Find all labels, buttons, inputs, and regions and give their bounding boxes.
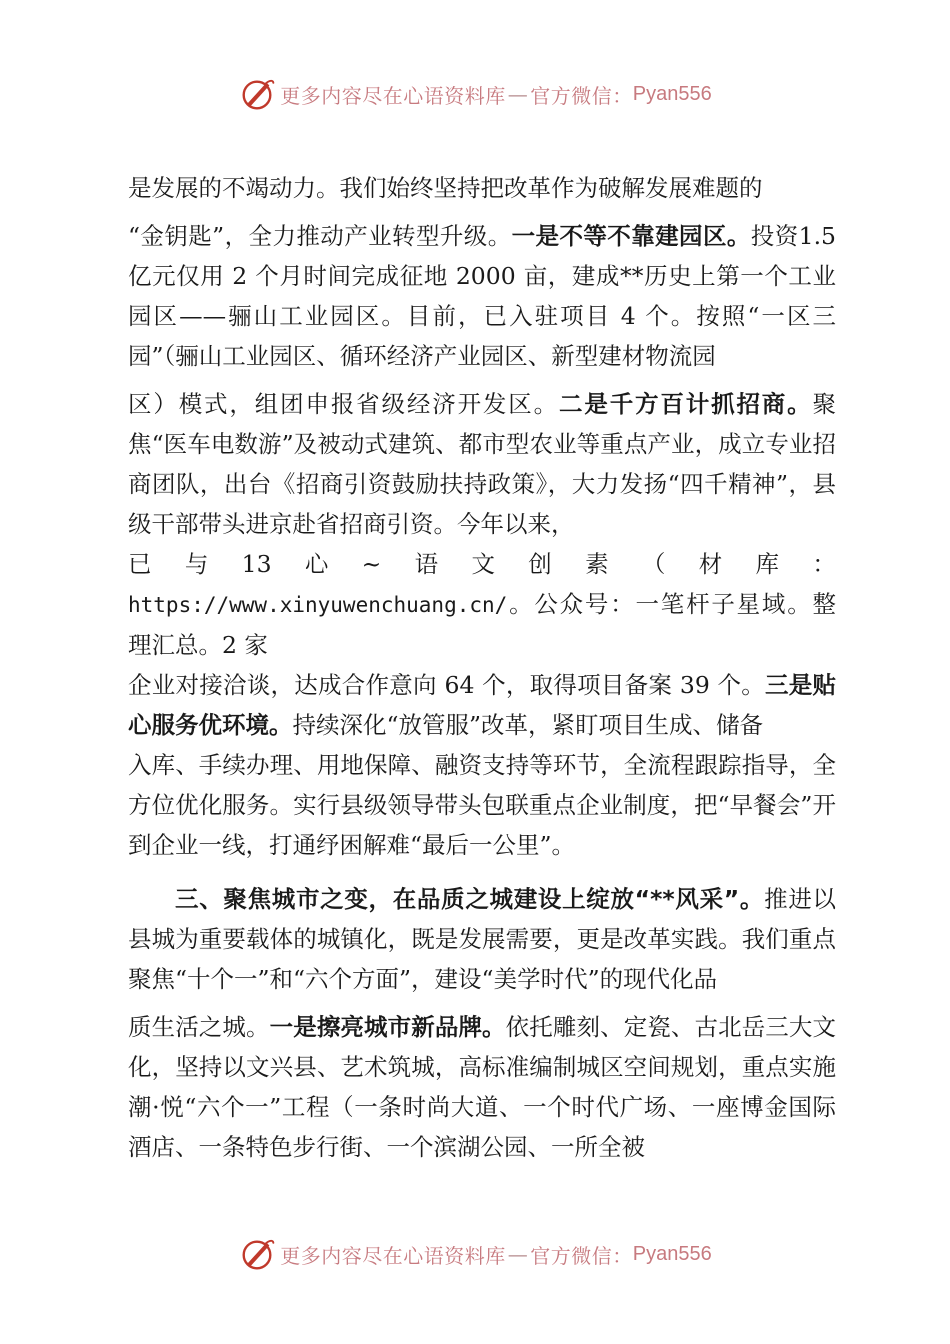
- quill-pen-logo-icon: [238, 1235, 276, 1273]
- banner-label: 官方微信：: [530, 1243, 633, 1268]
- document-body: [128, 168, 836, 1167]
- heading-point-city-1: 一是擦亮城市新品牌。: [269, 1013, 506, 1041]
- paragraph-4: 企业对接洽谈，达成合作意向 64 个，取得项目备案 39 个。三是贴心服务优环境。持续深化“放管服”改革，紧盯项目生成、储备: [128, 671, 837, 739]
- banner-text: 更多内容尽在心语资料库: [280, 83, 506, 108]
- paragraph-2: “金钥匙”，全力推动产业转型升级。一是不等不靠建园区。投资1.5 亿元仅用 2 个月时间完成征地 2000 亩，建成**历史上第一个工业园区——骊山工业园区。目前，已入驻项目 4 个。按照“一区三园”（骊山工业园区、循环经济产业园区、新型建材物流园: [128, 222, 837, 370]
- banner-separator: —: [507, 1242, 529, 1266]
- heading-point-1: 一是不等不靠建园区。: [511, 222, 751, 250]
- banner-wechat-id: Pyan556: [632, 1242, 712, 1265]
- source-url: https://www.xinyuwenchuang.cn/: [128, 593, 508, 617]
- banner-separator: —: [507, 82, 529, 106]
- paragraph-5: 入库、手续办理、用地保障、融资支持等环节，全流程跟踪指导，全方位优化服务。实行县级领导带头包联重点企业制度，把“早餐会”开到企业一线，打通纾困解难“最后一公里”。: [128, 751, 836, 859]
- banner-wechat-id: Pyan556: [632, 82, 712, 105]
- spread-line: 已 与 13 心 ~ 语 文 创 素 （ 材 库 ：: [128, 550, 836, 578]
- banner-text: 更多内容尽在心语资料库: [280, 1243, 506, 1268]
- paragraph-1: 是发展的不竭动力。我们始终坚持把改革作为破解发展难题的: [128, 174, 763, 202]
- paragraph-6: 三、聚焦城市之变，在品质之城建设上绽放“**风采”。推进以县城为重要载体的城镇化，既是发展需要，更是改革实践。我们重点聚焦“十个一”和“六个方面”，建设“美学时代”的现代化品: [128, 885, 837, 993]
- footer-watermark: [0, 1232, 950, 1276]
- quill-pen-logo-icon: [238, 75, 276, 113]
- heading-point-2: 二是千方百计抓招商。: [558, 390, 813, 418]
- paragraph-3-cont: https://www.xinyuwenchuang.cn/。公众号：一笔杆子星域。整理汇总。2 家: [128, 590, 836, 659]
- paragraph-3: 区）模式，组团申报省级经济开发区。二是千方百计抓招商。聚焦“医车电数游”及被动式建筑、都市型农业等重点产业，成立专业招商团队，出台《招商引资鼓励扶持政策》，大力发扬“四千精神”，县级干部带头进京赴省招商引资。今年以来，: [128, 390, 837, 538]
- banner-label: 官方微信：: [530, 83, 633, 108]
- paragraph-7: 质生活之城。一是擦亮城市新品牌。依托雕刻、定瓷、古北岳三大文化，坚持以文兴县、艺术筑城，高标准编制城区空间规划，重点实施潮·悦“六个一”工程（一条时尚大道、一个时代广场、一座博金国际酒店、一条特色步行街、一个滨湖公园、一所全被: [128, 1013, 837, 1161]
- heading-point-3: 三是贴心服务优环境。: [128, 671, 837, 739]
- header-watermark: [0, 72, 950, 116]
- section-heading-3: 三、聚焦城市之变，在品质之城建设上绽放“**风采”。: [175, 885, 765, 913]
